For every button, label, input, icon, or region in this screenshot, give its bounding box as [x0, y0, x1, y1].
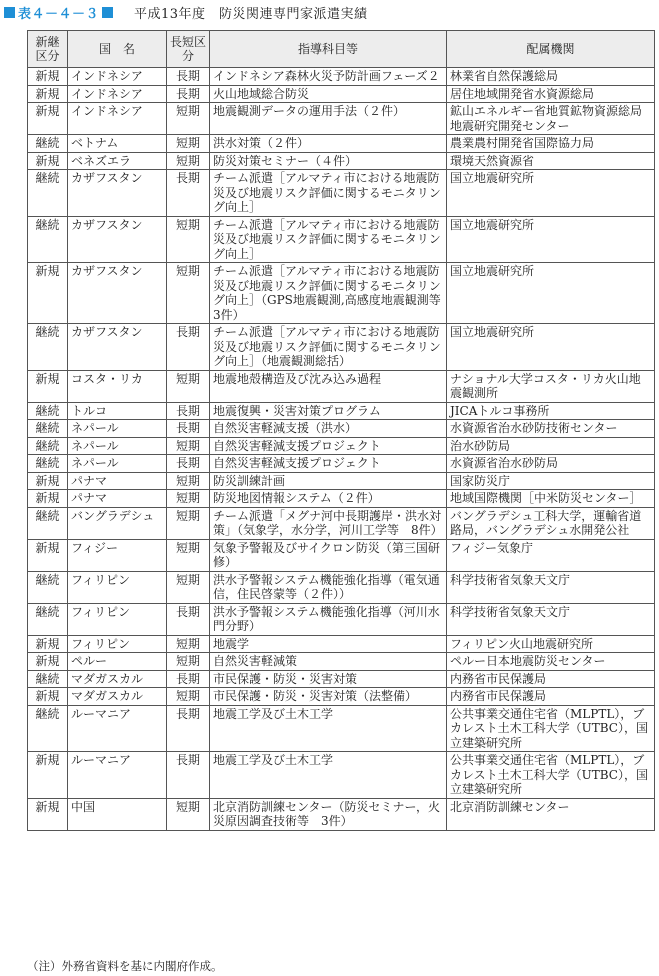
cell-subject: 自然災害軽減支援プロジェクト	[210, 455, 447, 473]
cell-category: 継続	[28, 705, 68, 752]
cell-agency: 科学技術省気象天文庁	[447, 571, 655, 603]
table-number: 表４－４－３	[18, 6, 100, 22]
cell-term: 長期	[167, 420, 210, 438]
cell-term: 短期	[167, 653, 210, 671]
cell-agency: 林業省自然保護総局	[447, 68, 655, 86]
cell-country: カザフスタン	[68, 324, 167, 371]
cell-subject: チーム派遣［アルマティ市における地震防災及び地震リスク評価に関するモニタリング向上］（地震観測総括）	[210, 324, 447, 371]
cell-category: 新規	[28, 688, 68, 706]
cell-agency: 地域国際機関［中米防災センター］	[447, 490, 655, 508]
cell-subject: 地震復興・災害対策プログラム	[210, 402, 447, 420]
table-row	[28, 103, 655, 135]
table-row	[28, 437, 655, 455]
table-body	[28, 68, 655, 831]
cell-agency: 鉱山エネルギー省地質鉱物資源総局地震研究開発センター	[447, 103, 655, 135]
square-bullet-icon	[4, 7, 15, 18]
cell-country: コスタ・リカ	[68, 370, 167, 402]
cell-term: 長期	[167, 324, 210, 371]
table-row	[28, 670, 655, 688]
cell-agency: 国立地震研究所	[447, 170, 655, 217]
cell-agency: 水資源省治水砂防局	[447, 455, 655, 473]
cell-category: 新規	[28, 653, 68, 671]
cell-agency: 環境天然資源省	[447, 152, 655, 170]
cell-category: 新規	[28, 370, 68, 402]
cell-agency: 居住地域開発省水資源総局	[447, 85, 655, 103]
cell-category: 新規	[28, 263, 68, 324]
cell-term: 長期	[167, 670, 210, 688]
header-category: 新継区分	[28, 31, 68, 68]
cell-country: フィジー	[68, 539, 167, 571]
cell-country: カザフスタン	[68, 170, 167, 217]
table-row	[28, 170, 655, 217]
cell-subject: 気象予警報及びサイクロン防災（第三国研修）	[210, 539, 447, 571]
cell-agency: 国立地震研究所	[447, 216, 655, 263]
table-row	[28, 798, 655, 830]
cell-category: 継続	[28, 455, 68, 473]
cell-category: 継続	[28, 216, 68, 263]
cell-category: 新規	[28, 490, 68, 508]
cell-category: 新規	[28, 635, 68, 653]
cell-subject: 地震観測データの運用手法（２件）	[210, 103, 447, 135]
cell-country: マダガスカル	[68, 670, 167, 688]
cell-term: 短期	[167, 688, 210, 706]
cell-term: 短期	[167, 370, 210, 402]
cell-country: ネパール	[68, 420, 167, 438]
cell-country: ベトナム	[68, 135, 167, 153]
cell-country: バングラデシュ	[68, 507, 167, 539]
cell-term: 短期	[167, 135, 210, 153]
cell-term: 短期	[167, 539, 210, 571]
cell-country: フィリピン	[68, 635, 167, 653]
cell-category: 継続	[28, 670, 68, 688]
cell-term: 短期	[167, 263, 210, 324]
cell-subject: 火山地域総合防災	[210, 85, 447, 103]
cell-subject: 地震地殻構造及び沈み込み過程	[210, 370, 447, 402]
cell-subject: 自然災害軽減策	[210, 653, 447, 671]
cell-agency: フィジー気象庁	[447, 539, 655, 571]
table-row	[28, 68, 655, 86]
cell-term: 短期	[167, 152, 210, 170]
cell-country: カザフスタン	[68, 216, 167, 263]
cell-category: 新規	[28, 103, 68, 135]
table-row	[28, 152, 655, 170]
cell-term: 長期	[167, 170, 210, 217]
cell-subject: チーム派遣［アルマティ市における地震防災及び地震リスク評価に関するモニタリング向上］	[210, 216, 447, 263]
table-row	[28, 635, 655, 653]
table-caption: 平成13年度 防災関連専門家派遣実績	[134, 6, 368, 22]
cell-subject: 自然災害軽減支援（洪水）	[210, 420, 447, 438]
cell-country: ベネズエラ	[68, 152, 167, 170]
cell-category: 継続	[28, 135, 68, 153]
cell-subject: 地震工学及び土木工学	[210, 705, 447, 752]
cell-category: 新規	[28, 85, 68, 103]
cell-term: 短期	[167, 103, 210, 135]
cell-term: 長期	[167, 705, 210, 752]
table-row	[28, 705, 655, 752]
cell-term: 長期	[167, 85, 210, 103]
table-row	[28, 603, 655, 635]
cell-subject: 防災訓練計画	[210, 472, 447, 490]
header-country: 国 名	[68, 31, 167, 68]
cell-subject: チーム派遣［アルマティ市における地震防災及び地震リスク評価に関するモニタリング向上］（GPS地震観測,高感度地震観測等 3件）	[210, 263, 447, 324]
cell-country: ネパール	[68, 437, 167, 455]
cell-term: 短期	[167, 216, 210, 263]
table-row	[28, 653, 655, 671]
cell-category: 新規	[28, 539, 68, 571]
table-row	[28, 472, 655, 490]
header-subject: 指導科目等	[210, 31, 447, 68]
cell-country: パナマ	[68, 490, 167, 508]
table-row	[28, 539, 655, 571]
cell-subject: 洪水対策（２件）	[210, 135, 447, 153]
cell-agency: 公共事業交通住宅省（MLPTL），ブカレスト土木工科大学（UTBC），国立建築研究所	[447, 752, 655, 799]
cell-category: 新規	[28, 798, 68, 830]
header-term: 長短区分	[167, 31, 210, 68]
cell-subject: インドネシア森林火災予防計画フェーズ２	[210, 68, 447, 86]
cell-agency: 水資源省治水砂防技術センター	[447, 420, 655, 438]
cell-agency: 内務省市民保護局	[447, 688, 655, 706]
cell-subject: 防災対策セミナー（４件）	[210, 152, 447, 170]
cell-country: ルーマニア	[68, 752, 167, 799]
cell-agency: 治水砂防局	[447, 437, 655, 455]
table-row	[28, 490, 655, 508]
cell-category: 継続	[28, 324, 68, 371]
table-header-row	[28, 31, 655, 68]
cell-agency: ナショナル大学コスタ・リカ火山地震観測所	[447, 370, 655, 402]
cell-term: 短期	[167, 437, 210, 455]
cell-subject: 洪水予警報システム機能強化指導（河川水門分野）	[210, 603, 447, 635]
cell-term: 短期	[167, 798, 210, 830]
table-row	[28, 370, 655, 402]
cell-category: 新規	[28, 152, 68, 170]
cell-term: 長期	[167, 68, 210, 86]
cell-agency: 国立地震研究所	[447, 263, 655, 324]
cell-agency: フィリピン火山地震研究所	[447, 635, 655, 653]
cell-country: 中国	[68, 798, 167, 830]
cell-subject: 洪水予警報システム機能強化指導（電気通信，住民啓蒙等（２件））	[210, 571, 447, 603]
cell-category: 新規	[28, 68, 68, 86]
cell-term: 長期	[167, 752, 210, 799]
cell-agency: 内務省市民保護局	[447, 670, 655, 688]
cell-subject: 北京消防訓練センター（防災セミナー，火災原因調査技術等 3件）	[210, 798, 447, 830]
cell-term: 長期	[167, 455, 210, 473]
cell-country: トルコ	[68, 402, 167, 420]
cell-agency: 農業農村開発省国際協力局	[447, 135, 655, 153]
cell-country: カザフスタン	[68, 263, 167, 324]
cell-agency: 公共事業交通住宅省（MLPTL），ブカレスト土木工科大学（UTBC），国立建築研究所	[447, 705, 655, 752]
cell-country: ルーマニア	[68, 705, 167, 752]
cell-country: インドネシア	[68, 68, 167, 86]
cell-category: 継続	[28, 402, 68, 420]
cell-country: ペルー	[68, 653, 167, 671]
cell-category: 継続	[28, 571, 68, 603]
cell-subject: 自然災害軽減支援プロジェクト	[210, 437, 447, 455]
cell-category: 継続	[28, 437, 68, 455]
table-row	[28, 688, 655, 706]
cell-category: 継続	[28, 507, 68, 539]
table-row	[28, 263, 655, 324]
cell-country: インドネシア	[68, 103, 167, 135]
cell-country: マダガスカル	[68, 688, 167, 706]
cell-term: 短期	[167, 571, 210, 603]
table-row	[28, 571, 655, 603]
cell-subject: 市民保護・防災・災害対策	[210, 670, 447, 688]
table-row	[28, 507, 655, 539]
cell-country: フィリピン	[68, 603, 167, 635]
table-row	[28, 324, 655, 371]
cell-category: 継続	[28, 420, 68, 438]
square-bullet-icon	[102, 7, 113, 18]
table-row	[28, 85, 655, 103]
cell-term: 長期	[167, 603, 210, 635]
table-row	[28, 216, 655, 263]
table-row	[28, 455, 655, 473]
table-row	[28, 135, 655, 153]
dispatch-table	[27, 30, 655, 831]
cell-category: 新規	[28, 472, 68, 490]
cell-agency: バングラデシュ工科大学，運輸省道路局，バングラデシュ水開発公社	[447, 507, 655, 539]
cell-agency: ペルー日本地震防災センター	[447, 653, 655, 671]
cell-category: 継続	[28, 170, 68, 217]
cell-term: 短期	[167, 472, 210, 490]
header-agency: 配属機関	[447, 31, 655, 68]
cell-subject: 市民保護・防災・災害対策（法整備）	[210, 688, 447, 706]
cell-country: フィリピン	[68, 571, 167, 603]
cell-category: 継続	[28, 603, 68, 635]
cell-category: 新規	[28, 752, 68, 799]
table-row	[28, 752, 655, 799]
cell-term: 長期	[167, 402, 210, 420]
cell-agency: 北京消防訓練センター	[447, 798, 655, 830]
cell-country: パナマ	[68, 472, 167, 490]
table-row	[28, 402, 655, 420]
cell-subject: 地震学	[210, 635, 447, 653]
cell-subject: チーム派遣「メグナ河中長期護岸・洪水対策」（気象学，水分学，河川工学等 8件）	[210, 507, 447, 539]
cell-subject: 地震工学及び土木工学	[210, 752, 447, 799]
cell-term: 短期	[167, 635, 210, 653]
cell-term: 短期	[167, 490, 210, 508]
cell-country: ネパール	[68, 455, 167, 473]
cell-subject: 防災地図情報システム（２件）	[210, 490, 447, 508]
cell-agency: 科学技術省気象天文庁	[447, 603, 655, 635]
source-note: （注）外務省資料を基に内閣府作成。	[27, 959, 223, 973]
cell-agency: 国立地震研究所	[447, 324, 655, 371]
cell-term: 短期	[167, 507, 210, 539]
table-title	[4, 2, 368, 22]
table-row	[28, 420, 655, 438]
cell-subject: チーム派遣［アルマティ市における地震防災及び地震リスク評価に関するモニタリング向上］	[210, 170, 447, 217]
cell-country: インドネシア	[68, 85, 167, 103]
cell-agency: JICAトルコ事務所	[447, 402, 655, 420]
cell-agency: 国家防災庁	[447, 472, 655, 490]
